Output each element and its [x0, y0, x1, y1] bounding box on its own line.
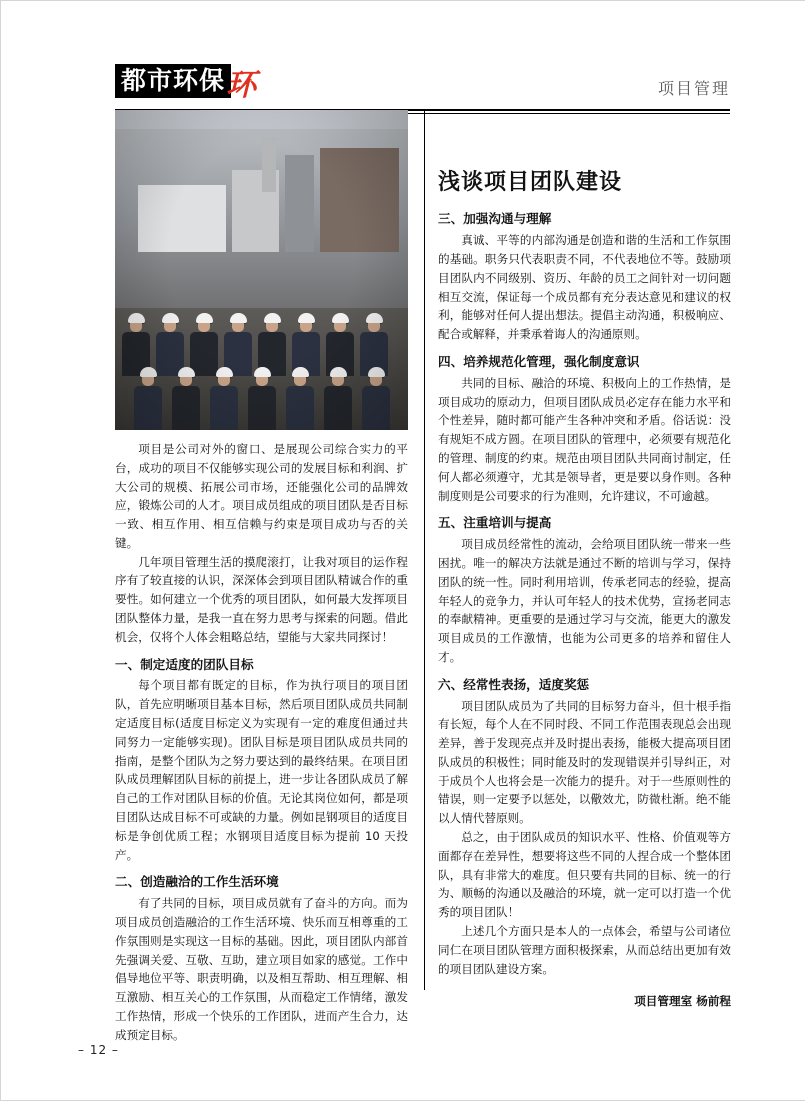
- section-title: 项目管理: [657, 79, 730, 98]
- section-heading: 一、制定适度的团队目标: [115, 656, 254, 672]
- team-photo: [115, 110, 408, 430]
- paragraph: 共同的目标、融洽的环境、积极向上的工作热情，是项目成功的原动力，但项目团队成员必定存在能力水平和个性差异，随时都可能产生各种冲突和矛盾。俗话说：没有规矩不成方圆。在项目团队的管理中，必须要有规范化的管理、制度的约束。规范由项目团队共同商讨制定，任何人都必须遵守，尤其是领导者，更是要以身作则。各种制度则是公司要求的行为准则，允许建议，不可逾越。: [438, 375, 731, 503]
- page-number: – 12 –: [78, 1043, 119, 1057]
- section-heading: 二、创造融洽的工作生活环境: [115, 874, 279, 890]
- paragraph: 项目团队成员为了共同的目标努力奋斗，但十根手指有长短，每个人在不同时段、不同工作范围表现总会出现差异，善于发现亮点并及时提出表扬，能极大提高项目团队成员的积极性；同时能及时的发现错误并引导纠正，对于成员个人也将会是一次能力的提升。对于一些原则性的错误，则一定要予以惩处，以儆效尤，防微杜渐。绝不能以人情代替原则。: [438, 698, 731, 826]
- section-heading: 三、加强沟通与理解: [438, 211, 552, 227]
- column-divider: [424, 110, 425, 990]
- section-heading: 六、经常性表扬，适度奖惩: [438, 676, 590, 692]
- paragraph: 项目成员经常性的流动，会给项目团队统一带来一些困扰。唯一的解决方法就是通过不断的培训与学习，保持团队的统一性。同时利用培训，传承老同志的经验，提高年轻人的竞争力，并认可年轻人的技术优势，宣扬老同志的奉献精神。更重要的是通过学习与交流，能更大的激发项目成员的工作激情，也能为公司更多的培养和留住人才。: [438, 537, 731, 664]
- page-header: [75, 62, 730, 108]
- logo: [115, 64, 257, 103]
- logo-text: 都市环保: [115, 64, 231, 98]
- paragraph: 项目是公司对外的窗口、是展现公司综合实力的平台，成功的项目不仅能够实现公司的发展目标和利润、扩大公司的规模、拓展公司市场，还能强化公司的品牌效应，锻炼公司的人才。项目成员组成的项目团队是否目标一致、相互作用、相互信赖与约束是项目成功与否的关键。: [115, 442, 408, 550]
- left-column: [115, 440, 408, 1044]
- paragraph: 上述几个方面只是本人的一点体会，希望与公司诸位同仁在项目团队管理方面积极探索，从而总结出更加有效的项目团队建设方案。: [438, 923, 731, 976]
- section-heading: 四、培养规范化管理，强化制度意识: [438, 353, 640, 369]
- paragraph: 每个项目都有既定的目标，作为执行项目的项目团队，首先应明晰项目基本目标，然后项目团队成员共同制定适度目标(适度目标定义为实现有一定的难度但通过共同努力一定能够实现)。团队目标是项目团队成员共同的指南，是整个团队为之努力要达到的最终结果。在项目团队成员理解团队目标的前提上，进一步让各团队成员了解自己的工作对团队目标的价值。无论其岗位如何，都是项目团队达成目标不可或缺的力量。例如昆钢项目的适度目标是争创优质工程；水钢项目适度目标为提前 10 天投产。: [115, 678, 408, 862]
- article-title: 浅谈项目团队建设: [438, 170, 623, 195]
- photo-vignette: [115, 110, 408, 430]
- paragraph: 几年项目管理生活的摸爬滚打，让我对项目的运作程序有了较直接的认识，深深体会到项目团队精诚合作的重要性。如何建立一个优秀的项目团队，如何最大发挥项目团队整体力量，是我一直在努力思考与探索的问题。借此机会，仅将个人体会粗略总结，望能与大家共同探讨！: [115, 554, 408, 644]
- paragraph: 真诚、平等的内部沟通是创造和谐的生活和工作氛围的基础。职务只代表职责不同，不代表地位不等。鼓励项目团队内不同级别、资历、年龄的员工之间针对一切问题相互交流，保证每一个成员都有充分表达意见和建议的权利，能够对任何人提出想法。提倡主动沟通，积极响应、配合或解释，并秉承着诲人的沟通原则。: [438, 233, 731, 342]
- article-byline: 项目管理室 杨前程: [634, 994, 731, 1009]
- paragraph: 总之，由于团队成员的知识水平、性格、价值观等方面都存在差异性，想要将这些不同的人捏合成一个整体团队，具有非常大的难度。但只要有共同的目标、统一的行为、顺畅的沟通以及融洽的环境，就一定可以打造一个优秀的项目团队！: [438, 830, 731, 920]
- logo-mark-icon: 环: [226, 68, 257, 103]
- right-column: [438, 170, 731, 1011]
- paragraph: 有了共同的目标，项目成员就有了奋斗的方向。而为项目成员创造融洽的工作生活环境、快乐而互相尊重的工作氛围则是实现这一目标的基础。因此，项目团队内部首先强调关爱、互敬、互助，建立项目如家的感觉。工作中倡导地位平等、职责明确，以及相互帮助、相互理解、相互激励、相互关心的工作氛围，从而稳定工作情绪，激发工作热情，形成一个快乐的工作团队，进而产生合力，达成预定目标。: [115, 896, 408, 1042]
- section-heading: 五、注重培训与提高: [438, 515, 552, 531]
